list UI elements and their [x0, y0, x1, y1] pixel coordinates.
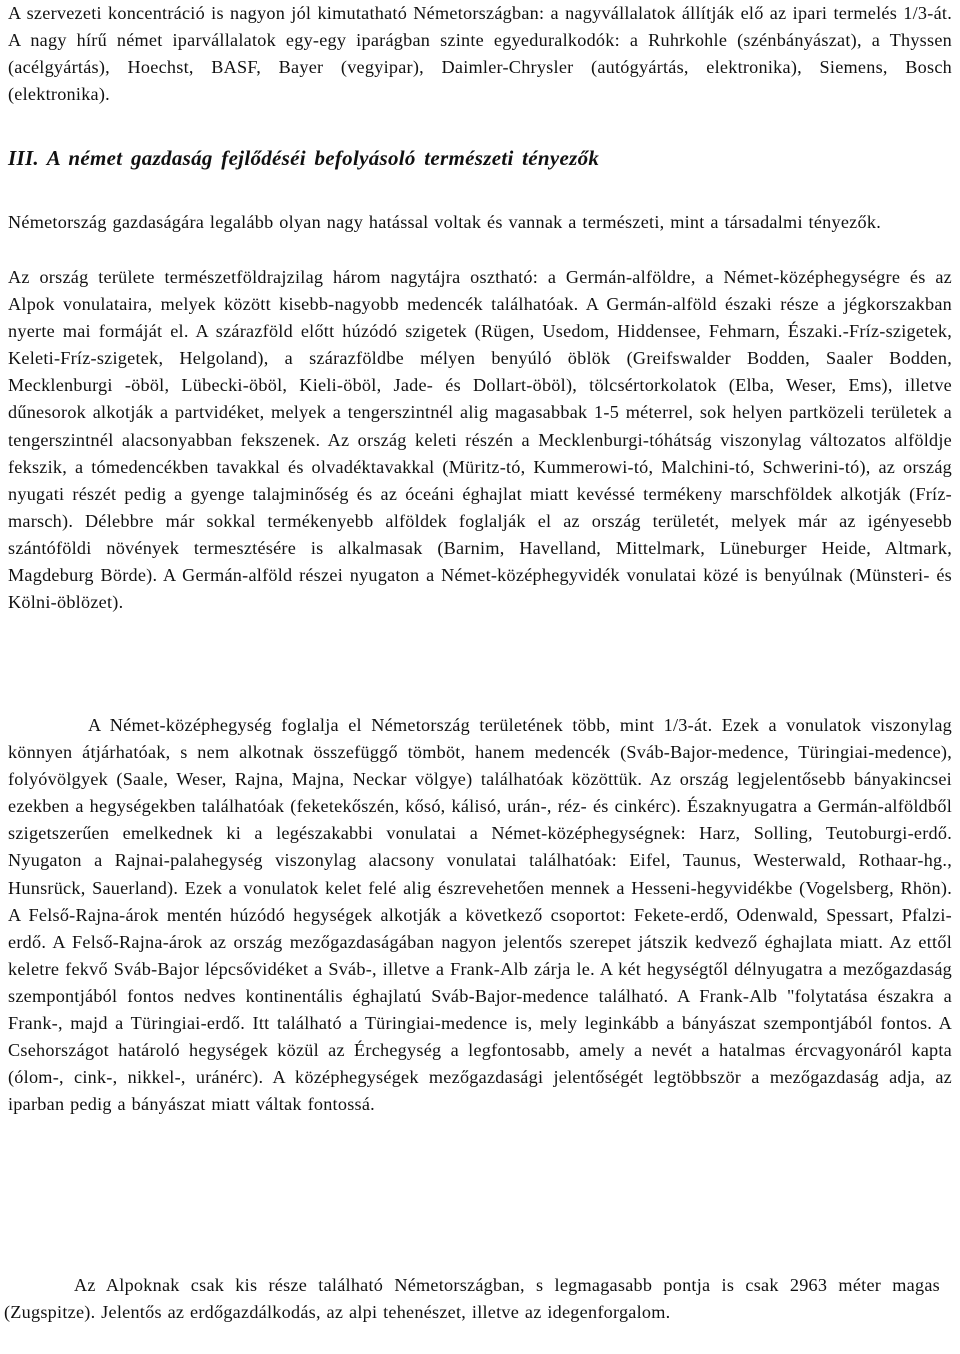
section-heading: III. A német gazdaság fejlődéséi befolyásoló természeti tényezők: [8, 146, 600, 170]
paragraph-alps: [4, 1272, 940, 1326]
paragraph-natural-factors: Németország gazdaságára legalább olyan nagy hatással voltak és vannak a természeti, mint a társadalmi tényezők.: [8, 212, 881, 232]
paragraph-landscape-regions: Az ország területe természetföldrajzilag három nagytájra osztható: a Germán-alföldre, a Német-középhegységre és az Alpok vonulataira, melyek között kisebb-nagyobb medencék találhatóak. A Germán-alföld északi része a jégkorszakban nyerte mai formáját el. A szárazföld előtt húzódó szigetek (Rügen, Usedom, Hiddensee, Fehmarn, Északi.-Fríz-szigetek, Keleti-Fríz-szigetek, Helgoland), a szárazföldbe mélyen benyúló öblök (Greifswalder Bodden, Saaler Bodden, Mecklenburgi -öböl, Lübecki-öböl, Kieli-öböl, Jade- és Dollart-öböl), tölcsértorkolatok (Elba, Weser, Ems), illetve dűnesorok alkotják a partvidéket, melyek a tengerszintnél alig magasabbak 1-5 méterrel, sok helyen partközeli területek a tengerszintnél alacsonyabban fekszenek. Az ország keleti részén a Mecklenburgi-tóhátság viszonylag változatos alföldje fekszik, a tómedencékben tavakkal és olvadéktavakkal (Müritz-tó, Kummerowi-tó, Malchini-tó, Schwerini-tó), az ország nyugati részét pedig a gyenge talajminőség és az óceáni éghajlat miatt kevéssé termékeny marschföldek alkotják (Fríz-marsch). Délebbre már sokkal termékenyebb alföldek foglalják el az ország területét, melyek már az igényesebb szántóföldi növények termesztésére is alkalmasak (Barnim, Havelland, Mittelmark, Lüneburger Heide, Altmark, Magdeburg Börde). A Germán-alföld részei nyugaton a Német-középhegyvidék vonulatai közé is benyúlnak (Münsteri- és Kölni-öblözet).: [8, 267, 952, 613]
paragraph-central-uplands: A Német-középhegység foglalja el Németország területének több, mint 1/3-át. Ezek a vonulatok viszonylag könnyen átjárhatóak, s nem alkotnak összefüggő tömböt, hanem medencék (Sváb-Bajor-medence, Türingiai-medence), folyóvölgyek (Saale, Weser, Rajna, Majna, Neckar völgye) találhatóak közöttük. Az ország legjelentősebb bányakincsei ezekben a hegységekben találhatóak (feketekőszén, kősó, kálisó, urán-, réz- és cinkérc). Északnyugatra a Germán-alföldből szigetszerűen emelkednek ki a legészakabbi vonulatai a Német-középhegységnek: Harz, Solling, Teutoburgi-erdő. Nyugaton a Rajnai-palahegység viszonylag alacsony vonulatai találhatóak: Eifel, Taunus, Westerwald, Rothaar-hg., Hunsrück, Sauerland). Ezek a vonulatok kelet felé alig észrevehetően mennek a Hesseni-hegyvidékbe (Vogelsberg, Rhön). A Felső-Rajna-árok mentén húzódó hegységek alkotják a következő csoportot: Fekete-erdő, Odenwald, Spessart, Pfalzi-erdő. A Felső-Rajna-árok az ország mezőgazdaságában nagyon jelentős szerepet játszik kedvező éghajlata miatt. Az ettől keletre fekvő Sváb-Bajor lépcsővidéket a Sváb-, illetve a Frank-Alb zárja le. A két hegységtől délnyugatra a mezőgazdaság szempontjából fontos nedves kontinentális éghajlatú Sváb-Bajor-medence található. A Frank-Alb "folytatása északra a Frank-, majd a Türingiai-erdő. Itt található a Türingiai-medence is, mely leginkább a bányászat szempontjából fontos. A Csehországot határoló hegységek közül az Érchegység a legfontosabb, amely a nevét a hatalmas ércvagyonáról kapta (ólom-, cink-, nikkel-, uránérc). A középhegységek mezőgazdasági jelentőségét legtöbbször a mezőgazdaság adja, az iparban pedig a bányászat miatt váltak fontossá.: [8, 715, 952, 1115]
paragraph-alps-text: Az Alpoknak csak kis része található Németországban, s legmagasabb pontja is csak 2963 méter magas (Zugspitze). Jelentős az erdőgazdálkodás, az alpi tehenészet, illetve az idegenforgalom.: [4, 1275, 940, 1323]
intro-paragraph: A szervezeti koncentráció is nagyon jól kimutatható Németországban: a nagyvállalatok állítják elő az ipari termelés 1/3-át. A nagy hírű német iparvállalatok egy-egy iparágban szinte egyeduralkodók: a Ruhrkohle (szénbányászat), a Thyssen (acélgyártás), Hoechst, BASF, Bayer (vegyipar), Daimler-Chrysler (autógyártás, elektronika), Siemens, Bosch (elektronika).: [8, 3, 952, 105]
